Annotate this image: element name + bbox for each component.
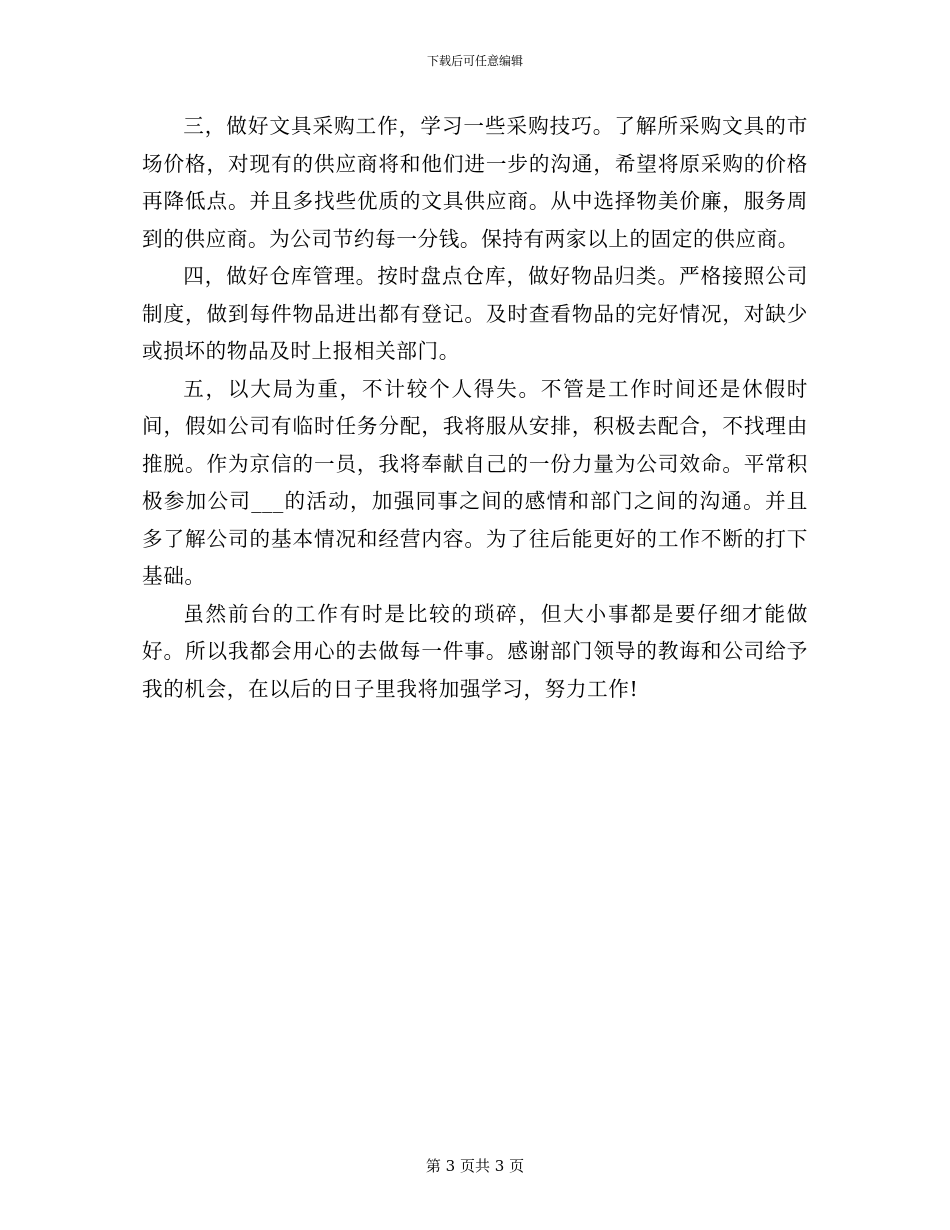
- page-number: 第 3 页共 3 页: [425, 1157, 525, 1175]
- document-body: [142, 108, 808, 708]
- paragraph-conclusion: 虽然前台的工作有时是比较的琐碎，但大小事都是要仔细才能做好。所以我都会用心的去做每一件事。感谢部门领导的教诲和公司给予我的机会，在以后的日子里我将加强学习，努力工作!: [142, 601, 808, 701]
- page-header: 下载后可任意编辑: [426, 54, 523, 68]
- paragraph-5-teamwork: 五，以大局为重，不计较个人得失。不管是工作时间还是休假时间，假如公司有临时任务分配，我将服从安排，积极去配合，不找理由推脱。作为京信的一员，我将奉献自己的一份力量为公司效命。平常积极参加公司___的活动，加强同事之间的感情和部门之间的沟通。并且多了解公司的基本情况和经营内容。为了往后能更好的工作不断的打下基础。: [142, 376, 808, 588]
- paragraph-4-warehouse: 四，做好仓库管理。按时盘点仓库，做好物品归类。严格接照公司制度，做到每件物品进出都有登记。及时查看物品的完好情况，对缺少或损坏的物品及时上报相关部门。: [142, 264, 808, 363]
- paragraph-3-procurement: 三，做好文具采购工作，学习一些采购技巧。了解所采购文具的市场价格，对现有的供应商将和他们进一步的沟通，希望将原采购的价格再降低点。并且多找些优质的文具供应商。从中选择物美价廉，服务周到的供应商。为公司节约每一分钱。保持有两家以上的固定的供应商。: [142, 114, 808, 251]
